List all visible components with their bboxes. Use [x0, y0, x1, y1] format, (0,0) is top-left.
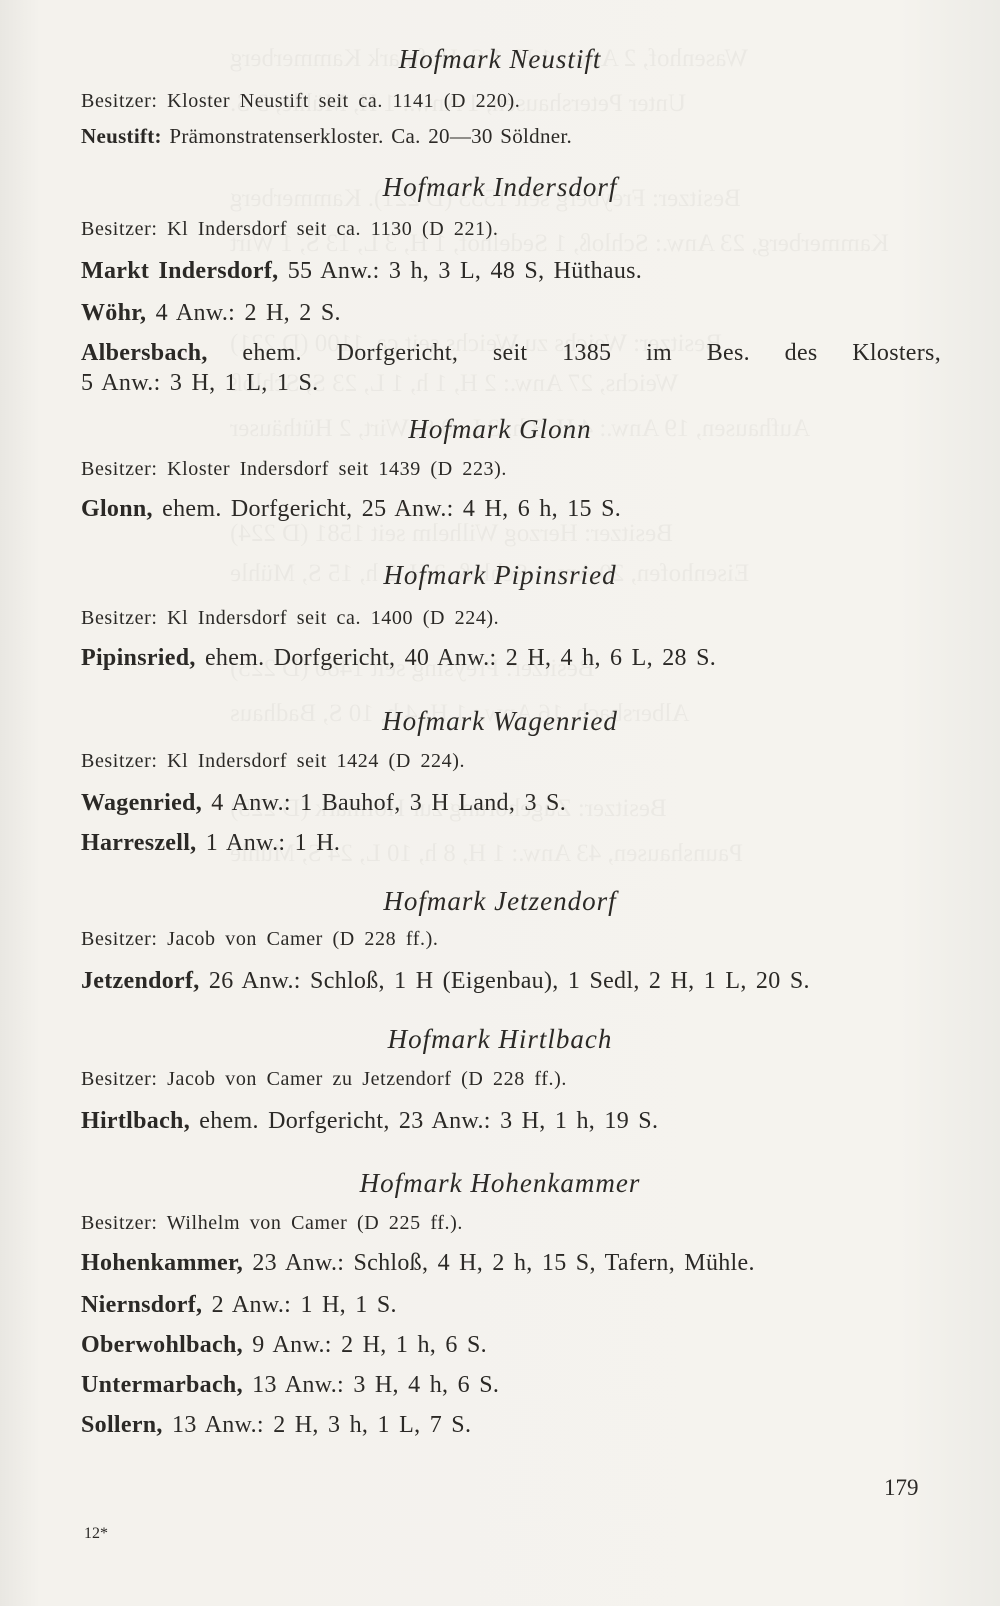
owner-line-glonn: Besitzer: Kloster Indersdorf seit 1439 (D 223). — [81, 458, 507, 480]
place-name: Wagenried, — [81, 790, 202, 816]
entry-hohenkammer — [81, 1250, 755, 1277]
entry-details: ehem. Dorfgericht, seit 1385 im Bes. des Klosters, — [207, 340, 941, 366]
owner-line-hohenkammer: Besitzer: Wilhelm von Camer (D 225 ff.). — [81, 1212, 463, 1234]
entry-markt-indersdorf — [81, 258, 642, 285]
place-name: Glonn, — [81, 496, 153, 522]
owner-line-wagenried: Besitzer: Kl Indersdorf seit 1424 (D 224). — [81, 750, 466, 772]
entry-details: 2 Anw.: 1 H, 1 S. — [202, 1292, 397, 1318]
entry-woehr — [81, 300, 341, 327]
owner-line-pipinsried: Besitzer: Kl Indersdorf seit ca. 1400 (D 224). — [81, 607, 500, 629]
entry-sollern — [81, 1412, 471, 1439]
entry-harreszell — [81, 830, 340, 857]
place-name: Untermarbach, — [81, 1372, 243, 1398]
entry-untermarbach — [81, 1372, 499, 1399]
entry-albersbach — [81, 340, 941, 367]
section-heading-pipinsried: Hofmark Pipinsried — [383, 560, 617, 590]
section-heading-hirtlbach: Hofmark Hirtlbach — [387, 1024, 613, 1054]
entry-details: Prämonstratenserkloster. Ca. 20—30 Söldner. — [161, 124, 573, 148]
entry-pipinsried — [81, 645, 716, 672]
place-name: Neustift: — [81, 124, 162, 148]
printer-signature-mark: 12* — [84, 1525, 108, 1542]
page-number: 179 — [884, 1475, 919, 1500]
owner-line-jetzendorf: Besitzer: Jacob von Camer (D 228 ff.). — [81, 928, 439, 950]
place-name: Pipinsried, — [81, 645, 196, 671]
place-name: Wöhr, — [81, 300, 147, 326]
entry-details: 1 Anw.: 1 H. — [196, 830, 341, 856]
entry-details: 4 Anw.: 1 Bauhof, 3 H Land, 3 S. — [202, 790, 566, 816]
entry-oberwohlbach — [81, 1332, 487, 1359]
owner-line-hirtlbach: Besitzer: Jacob von Camer zu Jetzendorf (D 228 ff.). — [81, 1068, 568, 1090]
place-name: Albersbach, — [81, 340, 208, 366]
entry-niernsdorf — [81, 1292, 397, 1319]
section-heading-glonn: Hofmark Glonn — [408, 414, 592, 444]
entry-details: 13 Anw.: 2 H, 3 h, 1 L, 7 S. — [162, 1412, 472, 1438]
entry-neustift — [81, 124, 572, 149]
entry-details: 4 Anw.: 2 H, 2 S. — [146, 300, 341, 326]
entry-hirtlbach — [81, 1108, 658, 1135]
place-name: Markt Indersdorf, — [81, 258, 279, 284]
entry-details: 55 Anw.: 3 h, 3 L, 48 S, Hüthaus. — [278, 258, 643, 284]
place-name: Harreszell, — [81, 830, 197, 856]
entry-details: ehem. Dorfgericht, 23 Anw.: 3 H, 1 h, 19 S. — [190, 1108, 659, 1134]
section-heading-neustift: Hofmark Neustift — [398, 44, 602, 74]
section-heading-hohenkammer: Hofmark Hohenkammer — [359, 1168, 641, 1198]
entry-albersbach-continuation: 5 Anw.: 3 H, 1 L, 1 S. — [81, 370, 319, 396]
entry-details: 9 Anw.: 2 H, 1 h, 6 S. — [242, 1332, 487, 1358]
place-name: Hohenkammer, — [81, 1250, 244, 1276]
section-heading-wagenried: Hofmark Wagenried — [382, 706, 618, 736]
entry-glonn — [81, 496, 621, 523]
place-name: Jetzendorf, — [81, 968, 200, 994]
owner-line-neustift: Besitzer: Kloster Neustift seit ca. 1141 (D 220). — [81, 90, 521, 112]
place-name: Niernsdorf, — [81, 1292, 203, 1318]
place-name: Oberwohlbach, — [81, 1332, 243, 1358]
entry-details: 26 Anw.: Schloß, 1 H (Eigenbau), 1 Sedl, 2 H, 1 L, 20 S. — [199, 968, 810, 994]
place-name: Sollern, — [81, 1412, 163, 1438]
entry-jetzendorf — [81, 968, 810, 995]
place-name: Hirtlbach, — [81, 1108, 190, 1134]
section-heading-indersdorf: Hofmark Indersdorf — [382, 172, 618, 202]
entry-details: ehem. Dorfgericht, 40 Anw.: 2 H, 4 h, 6 L, 28 S. — [195, 645, 717, 671]
entry-wagenried — [81, 790, 566, 817]
section-heading-jetzendorf: Hofmark Jetzendorf — [383, 886, 617, 916]
entry-details: 13 Anw.: 3 H, 4 h, 6 S. — [242, 1372, 500, 1398]
owner-line-indersdorf: Besitzer: Kl Indersdorf seit ca. 1130 (D 221). — [81, 218, 499, 240]
entry-details: 23 Anw.: Schloß, 4 H, 2 h, 15 S, Tafern, Mühle. — [243, 1250, 755, 1276]
entry-details: ehem. Dorfgericht, 25 Anw.: 4 H, 6 h, 15 S. — [152, 496, 622, 522]
